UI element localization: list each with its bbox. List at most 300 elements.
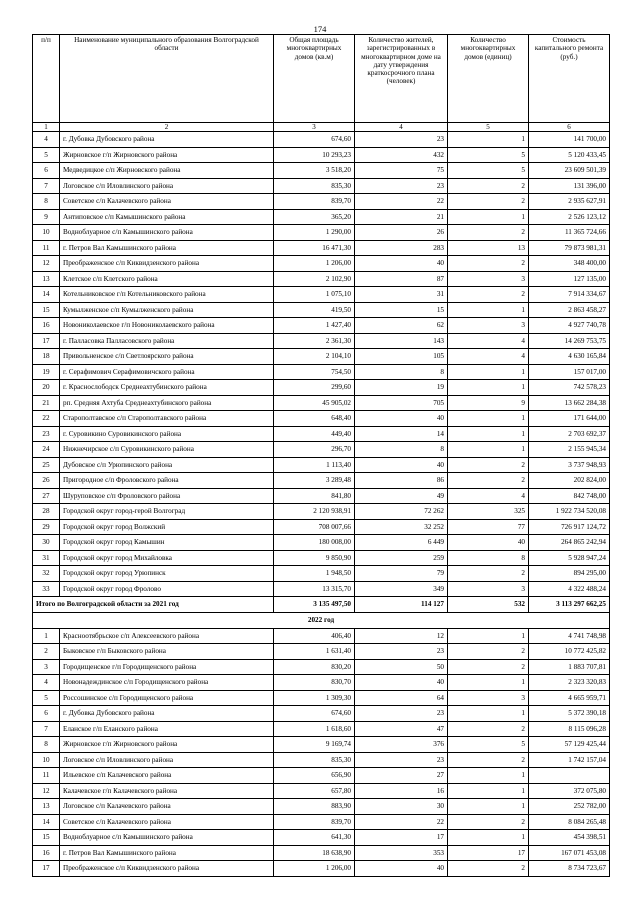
houses-count: 5 — [448, 737, 529, 753]
residents-count: 27 — [355, 768, 448, 784]
total-area: 365,20 — [274, 209, 355, 225]
municipality-name: Кумылженское с/п Кумылженского района — [60, 302, 274, 318]
residents-count: 31 — [355, 287, 448, 303]
row-index: 13 — [33, 799, 60, 815]
residents-count: 23 — [355, 706, 448, 722]
municipality-name: Логовское с/п Иловлинского района — [60, 178, 274, 194]
repair-cost: 2 155 945,34 — [529, 442, 610, 458]
houses-count: 13 — [448, 240, 529, 256]
residents-count: 349 — [355, 581, 448, 597]
total-area: 1 206,00 — [274, 861, 355, 877]
repair-cost: 13 662 284,38 — [529, 395, 610, 411]
houses-count: 3 — [448, 318, 529, 334]
residents-count: 19 — [355, 380, 448, 396]
table-row — [33, 706, 610, 722]
houses-count: 1 — [448, 675, 529, 691]
municipality-name: Городищенское г/п Городищенского района — [60, 659, 274, 675]
residents-count: 17 — [355, 830, 448, 846]
municipality-name: г. Петров Вал Камышинского района — [60, 240, 274, 256]
table-row — [33, 799, 610, 815]
header-cell: п/п — [33, 35, 60, 123]
table-row — [33, 814, 610, 830]
municipality-name: Антиповское с/п Камышинского района — [60, 209, 274, 225]
row-index: 5 — [33, 690, 60, 706]
table-row — [33, 721, 610, 737]
residents-count: 376 — [355, 737, 448, 753]
total-area: 1 948,50 — [274, 566, 355, 582]
repair-cost: 8 734 723,67 — [529, 861, 610, 877]
repair-cost: 894 295,00 — [529, 566, 610, 582]
total-area: 3 518,20 — [274, 163, 355, 179]
table-row — [33, 550, 610, 566]
row-index: 6 — [33, 163, 60, 179]
repair-cost: 57 129 425,44 — [529, 737, 610, 753]
total-area: 3 289,48 — [274, 473, 355, 489]
municipality-name: Новонадеждинское с/п Городищенского района — [60, 675, 274, 691]
total-area: 835,30 — [274, 752, 355, 768]
row-index: 7 — [33, 721, 60, 737]
row-index: 24 — [33, 442, 60, 458]
page-number: 174 — [313, 24, 327, 34]
repair-cost: 127 135,00 — [529, 271, 610, 287]
total-area: 2 120 938,91 — [274, 504, 355, 520]
houses-count: 2 — [448, 814, 529, 830]
municipality-name: г. Палласовка Палласовского района — [60, 333, 274, 349]
houses-count: 1 — [448, 628, 529, 644]
residents-count: 105 — [355, 349, 448, 365]
table-row — [33, 194, 610, 210]
total-cost: 3 113 297 662,25 — [529, 597, 610, 613]
table-body-2022 — [33, 628, 610, 876]
residents-count: 22 — [355, 194, 448, 210]
table-row — [33, 830, 610, 846]
total-area: 9 850,90 — [274, 550, 355, 566]
residents-count: 23 — [355, 752, 448, 768]
residents-count: 15 — [355, 302, 448, 318]
table-row — [33, 395, 610, 411]
year-label: 2022 год — [33, 612, 610, 628]
row-index: 25 — [33, 457, 60, 473]
houses-count: 1 — [448, 442, 529, 458]
houses-count: 9 — [448, 395, 529, 411]
table-row — [33, 426, 610, 442]
column-number-row — [33, 123, 610, 132]
residents-count: 23 — [355, 178, 448, 194]
repair-cost: 2 863 458,27 — [529, 302, 610, 318]
header-cell: Количество жителей, зарегистрированных в многоквартирном доме на дату утверждения краткосрочного плана (человек) — [355, 35, 448, 123]
houses-count: 1 — [448, 799, 529, 815]
repair-cost: 1 922 734 520,08 — [529, 504, 610, 520]
table-row — [33, 132, 610, 148]
residents-count: 40 — [355, 861, 448, 877]
total-residents: 114 127 — [355, 597, 448, 613]
table-row — [33, 457, 610, 473]
row-index: 4 — [33, 132, 60, 148]
repair-cost: 454 398,51 — [529, 830, 610, 846]
table-row — [33, 488, 610, 504]
houses-count: 2 — [448, 287, 529, 303]
row-index: 17 — [33, 861, 60, 877]
total-area: 830,20 — [274, 659, 355, 675]
houses-count: 1 — [448, 132, 529, 148]
total-area: 1 631,40 — [274, 644, 355, 660]
repair-cost: 348 400,00 — [529, 256, 610, 272]
row-index: 7 — [33, 178, 60, 194]
row-index: 6 — [33, 706, 60, 722]
repair-cost: 11 365 724,66 — [529, 225, 610, 241]
total-area: 1 206,00 — [274, 256, 355, 272]
municipality-name: Советское с/п Калачевского района — [60, 814, 274, 830]
residents-count: 72 262 — [355, 504, 448, 520]
residents-count: 432 — [355, 147, 448, 163]
houses-count: 1 — [448, 768, 529, 784]
residents-count: 22 — [355, 814, 448, 830]
column-number: 3 — [274, 123, 355, 132]
total-area: 299,60 — [274, 380, 355, 396]
total-label: Итого по Волгоградской области за 2021 год — [33, 597, 274, 613]
residents-count: 40 — [355, 457, 448, 473]
repair-cost: 202 824,00 — [529, 473, 610, 489]
residents-count: 6 449 — [355, 535, 448, 551]
table-row — [33, 225, 610, 241]
table-row — [33, 411, 610, 427]
houses-count: 1 — [448, 411, 529, 427]
municipality-name: Новониколаевское г/п Новониколаевского района — [60, 318, 274, 334]
row-index: 12 — [33, 256, 60, 272]
municipality-name: Пригородное с/п Фроловского района — [60, 473, 274, 489]
row-index: 9 — [33, 209, 60, 225]
municipality-name: Жирновское г/п Жирновского района — [60, 147, 274, 163]
houses-count: 1 — [448, 706, 529, 722]
row-index: 10 — [33, 752, 60, 768]
table-row — [33, 163, 610, 179]
residents-count: 14 — [355, 426, 448, 442]
table-row — [33, 209, 610, 225]
row-index: 26 — [33, 473, 60, 489]
row-index: 27 — [33, 488, 60, 504]
total-area: 296,70 — [274, 442, 355, 458]
houses-count: 2 — [448, 457, 529, 473]
table-row — [33, 644, 610, 660]
table-body-2021 — [33, 132, 610, 597]
houses-count: 1 — [448, 830, 529, 846]
residents-count: 259 — [355, 550, 448, 566]
municipality-name: Привольненское с/п Светлоярского района — [60, 349, 274, 365]
column-number: 5 — [448, 123, 529, 132]
houses-count: 2 — [448, 861, 529, 877]
houses-count: 1 — [448, 302, 529, 318]
total-area: 419,50 — [274, 302, 355, 318]
municipality-name: Еланское г/п Еланского района — [60, 721, 274, 737]
row-index: 14 — [33, 814, 60, 830]
houses-count: 17 — [448, 845, 529, 861]
table-row — [33, 783, 610, 799]
municipality-name: Медведицкое с/п Жирновского района — [60, 163, 274, 179]
row-index: 11 — [33, 768, 60, 784]
table-row — [33, 473, 610, 489]
row-index: 16 — [33, 845, 60, 861]
repair-cost: 742 578,23 — [529, 380, 610, 396]
table-row — [33, 240, 610, 256]
municipality-name: Городской округ город-герой Волгоград — [60, 504, 274, 520]
municipality-name: Дубовское с/п Урюпинского района — [60, 457, 274, 473]
table-row — [33, 535, 610, 551]
repair-cost: 372 075,80 — [529, 783, 610, 799]
table-row — [33, 302, 610, 318]
row-index: 8 — [33, 194, 60, 210]
houses-count: 1 — [448, 783, 529, 799]
total-area: 839,70 — [274, 814, 355, 830]
houses-count: 4 — [448, 488, 529, 504]
repair-cost: 726 917 124,72 — [529, 519, 610, 535]
residents-count: 8 — [355, 442, 448, 458]
table-row — [33, 690, 610, 706]
table-row — [33, 628, 610, 644]
total-area: 449,40 — [274, 426, 355, 442]
row-index: 10 — [33, 225, 60, 241]
repair-cost: 1 883 707,81 — [529, 659, 610, 675]
total-area: 18 638,90 — [274, 845, 355, 861]
table-row — [33, 566, 610, 582]
municipality-name: Россошинское с/п Городищенского района — [60, 690, 274, 706]
repair-cost: 2 935 627,91 — [529, 194, 610, 210]
houses-count: 3 — [448, 581, 529, 597]
houses-count: 1 — [448, 209, 529, 225]
residents-count: 23 — [355, 644, 448, 660]
houses-count: 77 — [448, 519, 529, 535]
municipality-name: г. Дубовка Дубовского района — [60, 132, 274, 148]
table-row — [33, 349, 610, 365]
houses-count: 2 — [448, 721, 529, 737]
repair-cost: 264 865 242,94 — [529, 535, 610, 551]
row-index: 33 — [33, 581, 60, 597]
row-index: 14 — [33, 287, 60, 303]
row-index: 13 — [33, 271, 60, 287]
houses-count: 40 — [448, 535, 529, 551]
row-index: 32 — [33, 566, 60, 582]
houses-count: 4 — [448, 349, 529, 365]
houses-count: 1 — [448, 364, 529, 380]
header-cell: Количество многоквартирных домов (единиц) — [448, 35, 529, 123]
row-index: 12 — [33, 783, 60, 799]
repair-cost: 4 630 165,84 — [529, 349, 610, 365]
header-cell: Наименование муниципального образования Волгоградской области — [60, 35, 274, 123]
municipality-name: г. Суровикино Суровикинского района — [60, 426, 274, 442]
repair-cost: 2 526 123,12 — [529, 209, 610, 225]
houses-count: 8 — [448, 550, 529, 566]
municipality-name: Калачевское г/п Калачевского района — [60, 783, 274, 799]
row-index: 31 — [33, 550, 60, 566]
total-area: 2 104,10 — [274, 349, 355, 365]
houses-count: 2 — [448, 752, 529, 768]
table-row — [33, 675, 610, 691]
residents-count: 49 — [355, 488, 448, 504]
repair-cost: 131 396,00 — [529, 178, 610, 194]
table-row — [33, 659, 610, 675]
row-index: 3 — [33, 659, 60, 675]
repair-cost: 141 700,00 — [529, 132, 610, 148]
row-index: 15 — [33, 830, 60, 846]
municipality-name: Преображенское с/п Киквидзенского района — [60, 861, 274, 877]
total-area: 656,90 — [274, 768, 355, 784]
total-area: 674,60 — [274, 706, 355, 722]
repair-cost: 14 269 753,75 — [529, 333, 610, 349]
residents-count: 64 — [355, 690, 448, 706]
residents-count: 26 — [355, 225, 448, 241]
repair-cost: 79 873 981,31 — [529, 240, 610, 256]
municipality-name: Городской округ город Камышин — [60, 535, 274, 551]
total-houses: 532 — [448, 597, 529, 613]
table-body-total — [33, 597, 610, 629]
municipality-name: Логовское с/п Иловлинского района — [60, 752, 274, 768]
municipality-name: г. Дубовка Дубовского района — [60, 706, 274, 722]
residents-count: 79 — [355, 566, 448, 582]
row-index: 4 — [33, 675, 60, 691]
residents-count: 23 — [355, 132, 448, 148]
total-area: 1 113,40 — [274, 457, 355, 473]
residents-count: 40 — [355, 675, 448, 691]
repair-cost: 23 609 501,39 — [529, 163, 610, 179]
total-area: 180 008,00 — [274, 535, 355, 551]
table-row — [33, 581, 610, 597]
municipality-name: г. Серафимович Серафимовичского района — [60, 364, 274, 380]
total-area: 45 905,02 — [274, 395, 355, 411]
municipality-name: Водноблуарное с/п Камышинского района — [60, 225, 274, 241]
header-cell: Общая площадь многоквартирных домов (кв.м) — [274, 35, 355, 123]
table-row — [33, 256, 610, 272]
municipality-name: Логовское с/п Калачевского района — [60, 799, 274, 815]
houses-count: 1 — [448, 380, 529, 396]
municipality-name: Клетское с/п Клетского района — [60, 271, 274, 287]
repair-cost: 842 748,00 — [529, 488, 610, 504]
residents-count: 12 — [355, 628, 448, 644]
residents-count: 40 — [355, 256, 448, 272]
table-row — [33, 178, 610, 194]
municipality-name: Жирновское г/п Жирновского района — [60, 737, 274, 753]
total-area: 2 361,30 — [274, 333, 355, 349]
total-area: 841,80 — [274, 488, 355, 504]
table-row — [33, 504, 610, 520]
residents-count: 143 — [355, 333, 448, 349]
row-index: 30 — [33, 535, 60, 551]
total-area: 1 309,30 — [274, 690, 355, 706]
total-area: 839,70 — [274, 194, 355, 210]
municipality-name: Быковское г/п Быковского района — [60, 644, 274, 660]
table-row — [33, 519, 610, 535]
municipality-name: г. Краснослободск Среднеахтубинского района — [60, 380, 274, 396]
total-area: 657,80 — [274, 783, 355, 799]
total-area: 883,90 — [274, 799, 355, 815]
column-number: 1 — [33, 123, 60, 132]
houses-count: 2 — [448, 659, 529, 675]
column-number: 4 — [355, 123, 448, 132]
table-row — [33, 318, 610, 334]
repair-cost: 4 322 488,24 — [529, 581, 610, 597]
total-area: 1 290,00 — [274, 225, 355, 241]
municipality-name: Шуруповское с/п Фроловского района — [60, 488, 274, 504]
residents-count: 75 — [355, 163, 448, 179]
municipality-name: Преображенское с/п Киквидзенского района — [60, 256, 274, 272]
total-area: 9 169,74 — [274, 737, 355, 753]
total-area: 674,60 — [274, 132, 355, 148]
houses-count: 5 — [448, 147, 529, 163]
residents-count: 62 — [355, 318, 448, 334]
houses-count: 5 — [448, 163, 529, 179]
houses-count: 2 — [448, 644, 529, 660]
residents-count: 21 — [355, 209, 448, 225]
repair-cost: 2 703 692,37 — [529, 426, 610, 442]
houses-count: 2 — [448, 256, 529, 272]
municipality-name: Нижнечирское с/п Суровикинского района — [60, 442, 274, 458]
total-area: 16 471,30 — [274, 240, 355, 256]
table-row — [33, 768, 610, 784]
residents-count: 47 — [355, 721, 448, 737]
column-number: 6 — [529, 123, 610, 132]
table-row — [33, 845, 610, 861]
row-index: 21 — [33, 395, 60, 411]
residents-count: 705 — [355, 395, 448, 411]
row-index: 15 — [33, 302, 60, 318]
repair-cost: 171 644,00 — [529, 411, 610, 427]
houses-count: 325 — [448, 504, 529, 520]
municipality-name: Городской округ город Волжский — [60, 519, 274, 535]
table-row — [33, 861, 610, 877]
table-row — [33, 287, 610, 303]
repair-cost: 4 741 748,98 — [529, 628, 610, 644]
municipality-name: Советское с/п Калачевского района — [60, 194, 274, 210]
repair-cost: 5 928 947,24 — [529, 550, 610, 566]
year-header-row — [33, 612, 610, 628]
municipality-name: г. Петров Вал Камышинского района — [60, 845, 274, 861]
municipality-name: Ильевское с/п Калачевского района — [60, 768, 274, 784]
table-row — [33, 752, 610, 768]
repair-cost: 1 742 157,04 — [529, 752, 610, 768]
total-area: 2 102,90 — [274, 271, 355, 287]
repair-cost: 3 737 948,93 — [529, 457, 610, 473]
total-area: 830,70 — [274, 675, 355, 691]
total-area: 10 293,23 — [274, 147, 355, 163]
municipality-name: Городской округ город Фролово — [60, 581, 274, 597]
residents-count: 283 — [355, 240, 448, 256]
table-row — [33, 737, 610, 753]
total-area: 641,30 — [274, 830, 355, 846]
houses-count: 3 — [448, 271, 529, 287]
total-area: 648,40 — [274, 411, 355, 427]
municipality-name: Городской округ город Михайловка — [60, 550, 274, 566]
repair-cost: 5 372 390,18 — [529, 706, 610, 722]
table-row — [33, 442, 610, 458]
row-index: 18 — [33, 349, 60, 365]
residents-count: 86 — [355, 473, 448, 489]
total-area: 835,30 — [274, 178, 355, 194]
total-row — [33, 597, 610, 613]
residents-count: 16 — [355, 783, 448, 799]
row-index: 19 — [33, 364, 60, 380]
repair-cost: 4 665 959,71 — [529, 690, 610, 706]
repair-cost: 10 772 425,82 — [529, 644, 610, 660]
municipality-name: Красноотябрьское с/п Алексеевского района — [60, 628, 274, 644]
table-row — [33, 333, 610, 349]
municipality-name: Городской округ город Урюпинск — [60, 566, 274, 582]
municipality-name: Котельниковское г/п Котельниковского района — [60, 287, 274, 303]
repair-cost: 167 071 453,08 — [529, 845, 610, 861]
repair-cost — [529, 768, 610, 784]
repair-cost: 157 017,00 — [529, 364, 610, 380]
houses-count: 2 — [448, 473, 529, 489]
row-index: 29 — [33, 519, 60, 535]
repair-cost: 8 084 265,48 — [529, 814, 610, 830]
municipality-name: Старополтавское с/п Старополтавского района — [60, 411, 274, 427]
